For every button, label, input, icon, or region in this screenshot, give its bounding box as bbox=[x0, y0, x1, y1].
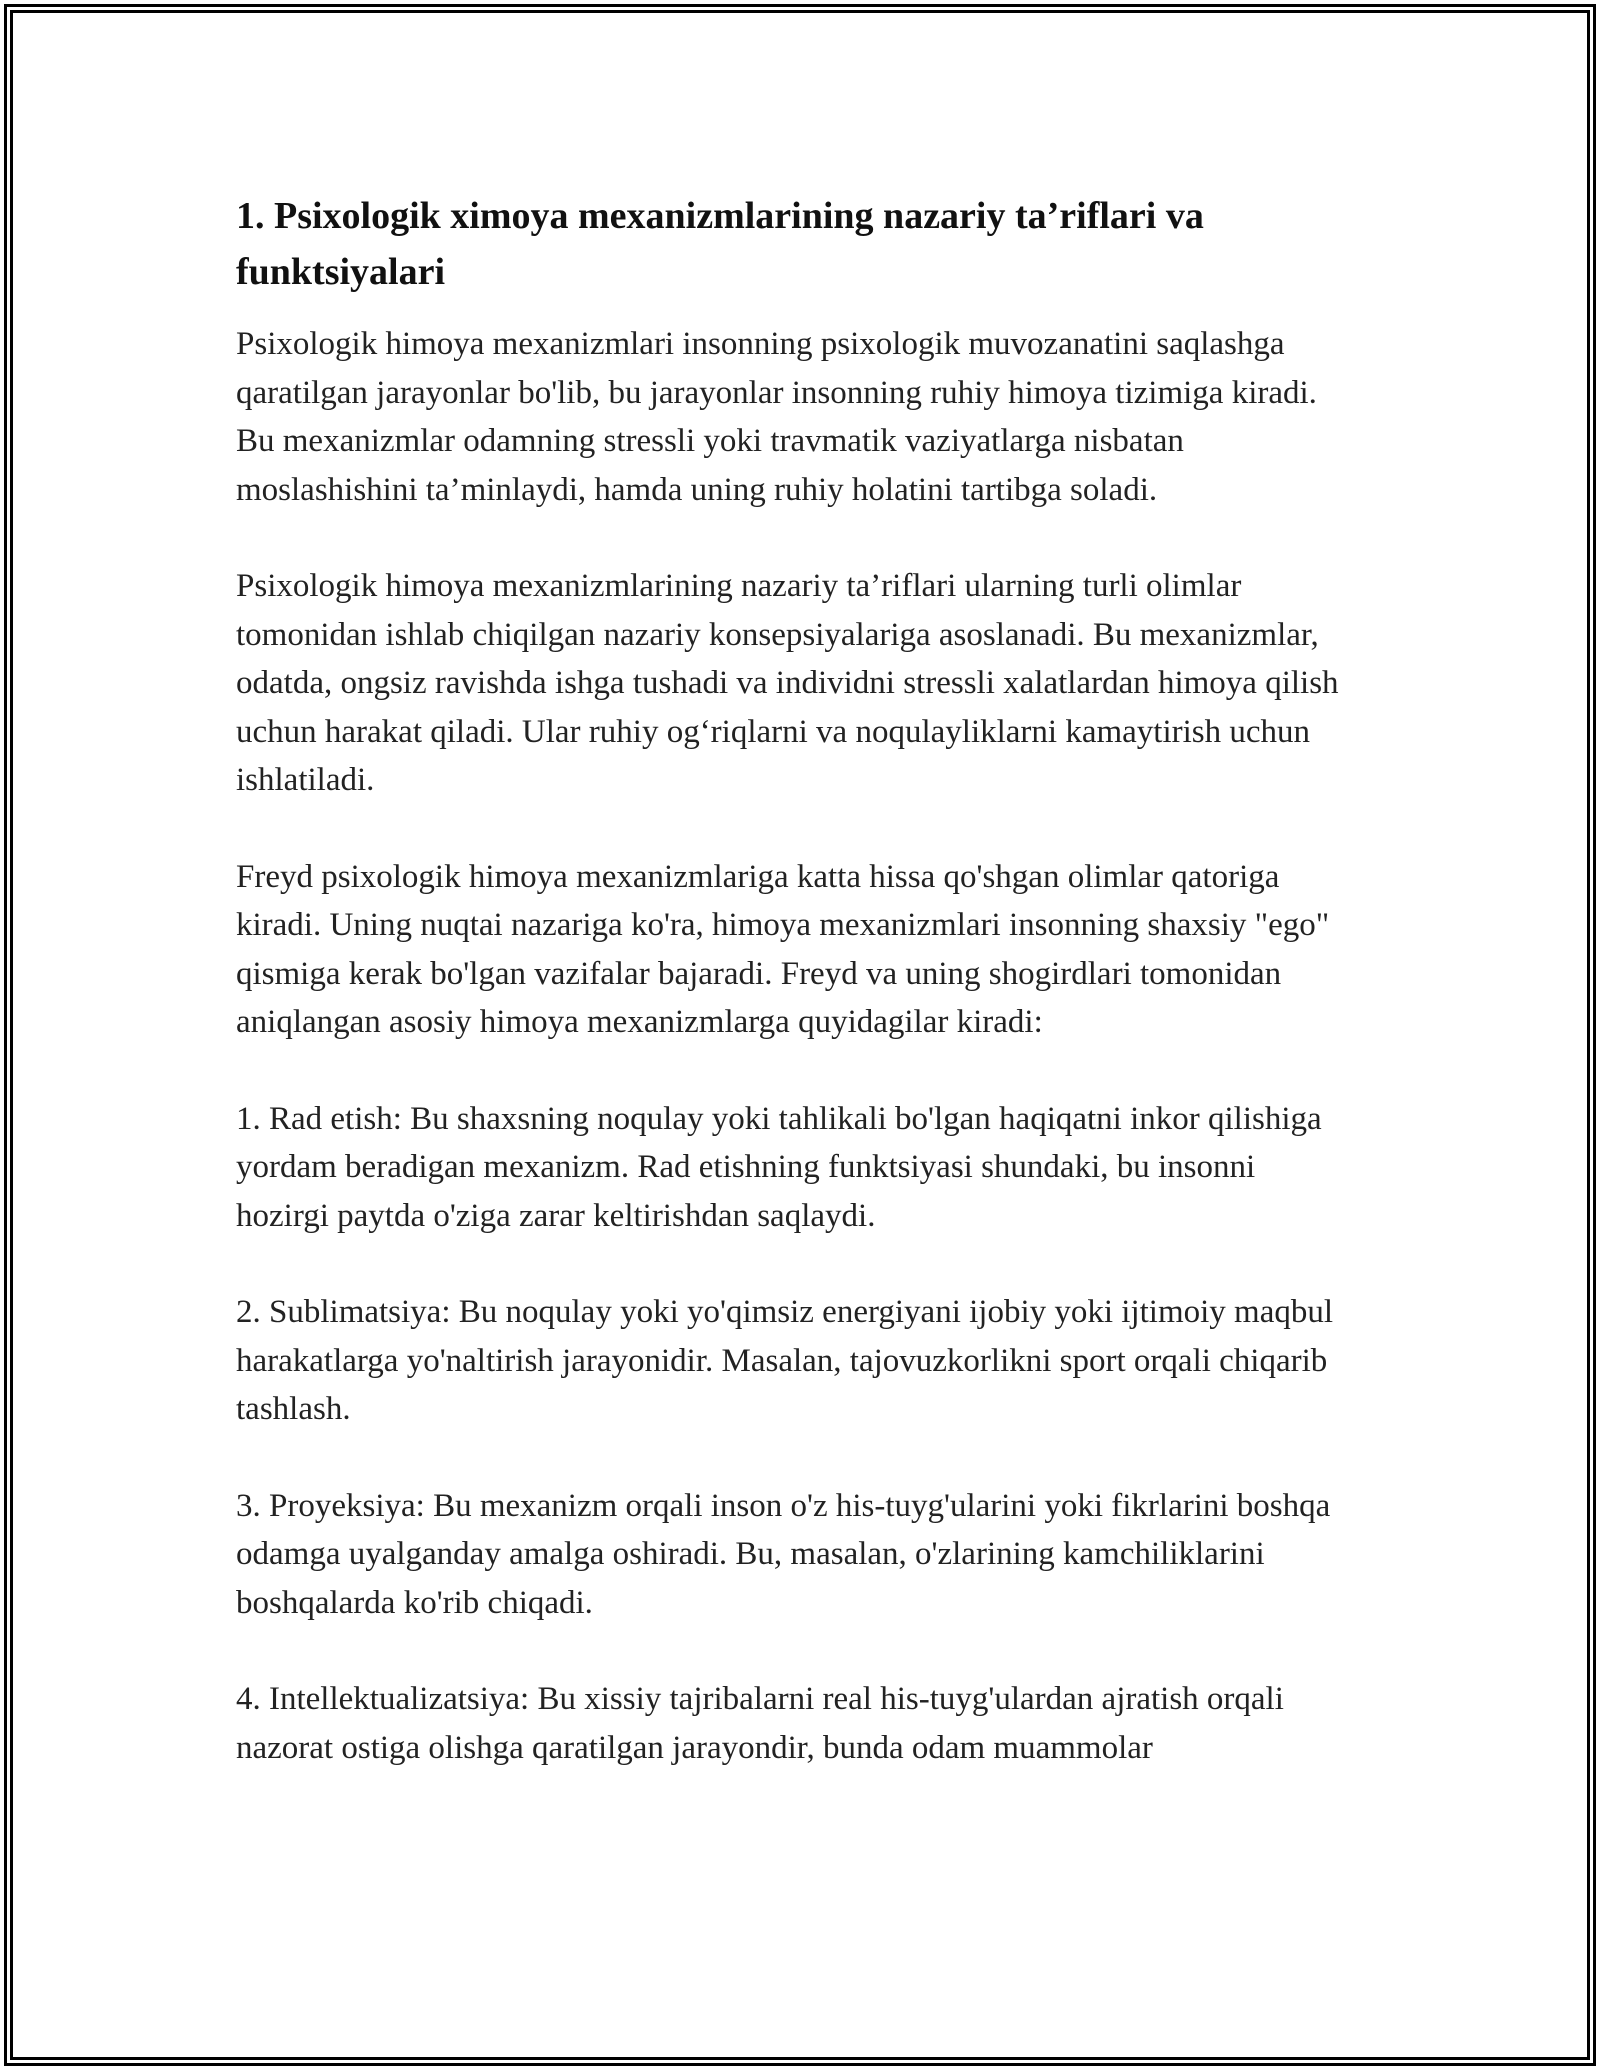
list-item-intellectualization: 4. Intellektualizatsiya: Bu xissiy tajribalarni real his-tuyg'ulardan ajratish orqali nazorat ostiga olishga qaratilgan jarayondir, bunda odam muammolar bbox=[236, 1681, 1284, 1766]
list-item-denial: 1. Rad etish: Bu shaxsning noqulay yoki tahlikali bo'lgan haqiqatni inkor qilishiga yordam beradigan mexanizm. Rad etishning funktsiyasi shundaki, bu insonni hozirgi paytda o'ziga zarar keltirishdan saqlaydi. bbox=[236, 1100, 1322, 1234]
paragraph-theory: Psixologik himoya mexanizmlarining nazariy ta’riflari ularning turli olimlar tomonidan ishlab chiqilgan nazariy konsepsiyalariga asoslanadi. Bu mexanizmlar, odatda, ongsiz ravishda ishga tushadi va individni stressli xalatlardan himoya qilish uchun harakat qiladi. Ular ruhiy og‘riqlarni va noqulayliklarni kamaytirish uchun ishlatiladi. bbox=[236, 568, 1339, 798]
paragraph-intro: Psixologik himoya mexanizmlari insonning psixologik muvozanatini saqlashga qaratilgan jarayonlar bo'lib, bu jarayonlar insonning ruhiy himoya tizimiga kiradi. Bu mexanizmlar odamning stressli yoki travmatik vaziyatlarga nisbatan moslashishini ta’minlaydi, hamda uning ruhiy holatini tartibga soladi. bbox=[236, 326, 1317, 508]
document-body bbox=[236, 188, 1356, 1820]
list-item-projection: 3. Proyeksiya: Bu mexanizm orqali inson o'z his-tuyg'ularini yoki fikrlarini boshqa odamga uyalganday amalga oshiradi. Bu, masalan, o'zlarining kamchiliklarini boshqalarda ko'rib chiqadi. bbox=[236, 1487, 1331, 1621]
paragraph-freud: Freyd psixologik himoya mexanizmlariga katta hissa qo'shgan olimlar qatoriga kiradi. Uning nuqtai nazariga ko'ra, himoya mexanizmlari insonning shaxsiy "ego" qismiga kerak bo'lgan vazifalar bajaradi. Freyd va uning shogirdlari tomonidan aniqlangan asosiy himoya mexanizmlarga quyidagilar kiradi: bbox=[236, 858, 1330, 1040]
list-item-sublimation: 2. Sublimatsiya: Bu noqulay yoki yo'qimsiz energiyani ijobiy yoki ijtimoiy maqbul harakatlarga yo'naltirish jarayonidir. Masalan, tajovuzkorlikni sport orqali chiqarib tashlash. bbox=[236, 1294, 1334, 1427]
section-heading: 1. Psixologik ximoya mexanizmlarining nazariy ta’riflari va funktsiyalari bbox=[236, 195, 1204, 293]
